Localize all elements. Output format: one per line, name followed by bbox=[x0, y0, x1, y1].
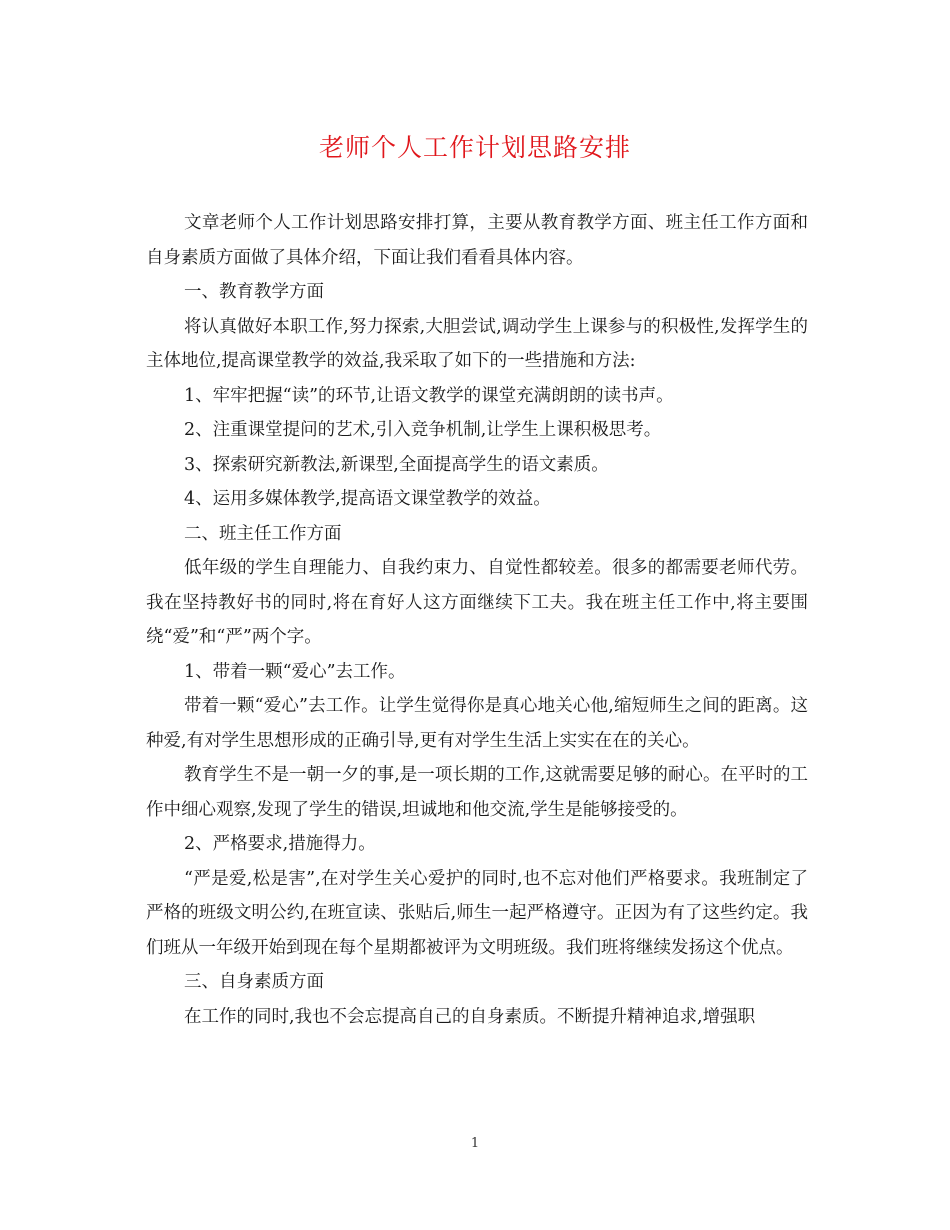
paragraph: 将认真做好本职工作,努力探索,大胆尝试,调动学生上课参与的积极性,发挥学生的主体地位,提高课堂教学的效益,我采取了如下的一些措施和方法: bbox=[146, 316, 808, 371]
paragraph: 带着一颗“爱心”去工作。让学生觉得你是真心地关心他,缩短师生之间的距离。这种爱,有对学生思想形成的正确引导,更有对学生生活上实实在在的关心。 bbox=[146, 696, 808, 751]
document-title: 老师个人工作计划思路安排 bbox=[318, 133, 631, 162]
intro-paragraph: 文章老师个人工作计划思路安排打算，主要从教育教学方面、班主任工作方面和自身素质方面做了具体介绍，下面让我们看看具体内容。 bbox=[146, 213, 808, 268]
list-item: 4、运用多媒体教学,提高语文课堂教学的效益。 bbox=[184, 489, 551, 509]
subheading: 2、严格要求,措施得力。 bbox=[184, 834, 376, 854]
paragraph: 教育学生不是一朝一夕的事,是一项长期的工作,这就需要足够的耐心。在平时的工作中细心观察,发现了学生的错误,坦诚地和他交流,学生是能够接受的。 bbox=[146, 765, 808, 820]
paragraph: “严是爱,松是害”,在对学生关心爱护的同时,也不忘对他们严格要求。我班制定了严格的班级文明公约,在班宣读、张贴后,师生一起严格遵守。正因为有了这些约定。我们班从一年级开始到现在每个星期都被评为文明班级。我们班将继续发扬这个优点。 bbox=[146, 868, 808, 958]
list-item: 2、注重课堂提问的艺术,引入竞争机制,让学生上课积极思考。 bbox=[184, 420, 662, 440]
list-item: 3、探索研究新教法,新课型,全面提高学生的语文素质。 bbox=[184, 454, 609, 475]
section-heading-teaching: 一、教育教学方面 bbox=[184, 282, 324, 302]
section-heading-class-teacher: 二、班主任工作方面 bbox=[184, 523, 342, 544]
page-number: 1 bbox=[470, 1136, 480, 1151]
subheading: 1、带着一颗“爱心”去工作。 bbox=[184, 661, 406, 682]
paragraph: 低年级的学生自理能力、自我约束力、自觉性都较差。很多的都需要老师代劳。我在坚持教好书的同时,将在育好人这方面继续下工夫。我在班主任工作中,将主要围绕“爱”和“严”两个字。 bbox=[146, 558, 808, 647]
list-item: 1、牢牢把握“读”的环节,让语文教学的课堂充满朗朗的读书声。 bbox=[184, 385, 674, 406]
section-heading-self-quality: 三、自身素质方面 bbox=[184, 972, 324, 992]
paragraph: 在工作的同时,我也不会忘提高自己的自身素质。不断提升精神追求,增强职 bbox=[184, 1006, 756, 1027]
document-body bbox=[146, 206, 808, 1034]
